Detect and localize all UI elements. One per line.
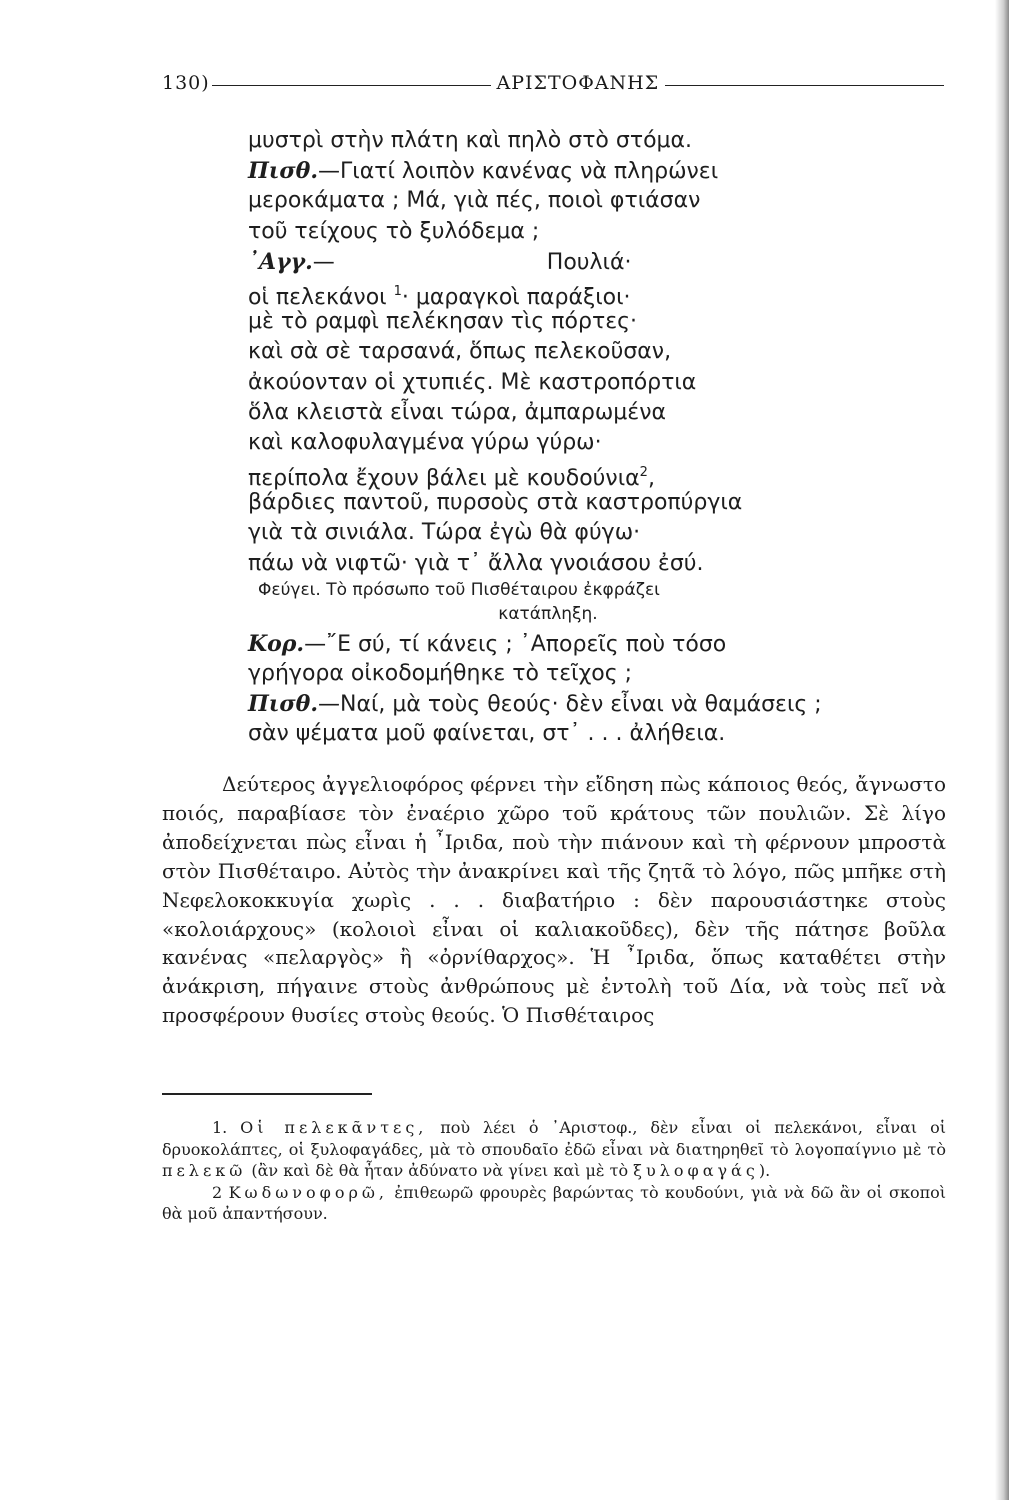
- header-rule-right: [665, 85, 944, 86]
- footnote-term: ξυλοφαγάς: [633, 1161, 759, 1181]
- verse-line: [248, 368, 968, 398]
- verse-text: Πουλιά·: [546, 249, 632, 275]
- verse-line: [248, 719, 968, 749]
- verse-text: ἀκούονταν οἱ χτυπιές. Μὲ καστροπόρτια: [248, 369, 697, 395]
- footnote-ref: 2: [639, 465, 648, 481]
- verse-line: [248, 156, 968, 186]
- verse-text: σὰν ψέματα μοῦ φαίνεται, στ᾿ . . . ἀλήθεια.: [248, 721, 726, 747]
- verse-text: ,: [647, 466, 655, 492]
- verse-text: —: [312, 249, 335, 275]
- verse-line: [248, 186, 968, 216]
- verse-text: —Ναί, μὰ τοὺς θεούς· δὲν εἶναι νὰ θαμάσεις ;: [318, 692, 822, 718]
- verse-line: [248, 629, 968, 659]
- footnote-term: πελεκῶ: [162, 1161, 247, 1181]
- footnotes: [162, 1117, 946, 1225]
- speaker-label: ᾿Αγγ.: [248, 248, 313, 275]
- stage-direction-line: Φεύγει. Τὸ πρόσωπο τοῦ Πισθέταιρου ἐκφράζει: [258, 579, 660, 600]
- verse-line: [248, 307, 968, 337]
- verse-text: πάω νὰ νιφτῶ· γιὰ τ᾿ ἄλλα γνοιάσου ἐσύ.: [248, 550, 704, 576]
- verse-text: —῎Ε σύ, τί κάνεις ; ᾿Απορεῖς ποὺ τόσο: [304, 631, 727, 657]
- speaker-label: Πισθ.: [248, 158, 318, 185]
- header-rule-left: [212, 85, 491, 86]
- footnote-text: (ἂν καὶ δὲ θὰ ἦταν ἀδύνατο νὰ γίνει καὶ μὲ τὸ: [246, 1161, 634, 1181]
- verse-text: · μαραγκοὶ παράξιοι·: [401, 284, 631, 310]
- verse-line: [248, 549, 968, 579]
- verse-text: μὲ τὸ ραμφὶ πελέκησαν τὶς πόρτες·: [248, 309, 637, 335]
- verse-text: γιὰ τὰ σινιάλα. Τώρα ἐγὼ θὰ φύγω·: [248, 520, 641, 546]
- page-number: 130): [162, 72, 210, 94]
- verse-line: [248, 458, 968, 492]
- verse-line: [248, 337, 968, 367]
- verse-text: καὶ καλοφυλαγμένα γύρω γύρω·: [248, 429, 602, 455]
- footnote-term: Κωδωνοφορῶ,: [228, 1182, 388, 1202]
- verse-text: βάρδιες παντοῦ, πυρσοὺς στὰ καστροπύργια: [248, 490, 743, 516]
- verse-line: [248, 659, 968, 689]
- page-edge-shadow: [995, 0, 1009, 1500]
- footnote-rule: [162, 1093, 372, 1095]
- verse-line: [248, 398, 968, 428]
- verse-text: καὶ σὰ σὲ ταρσανά, ὅπως πελεκοῦσαν,: [248, 339, 672, 365]
- footnote-number: 2: [212, 1182, 223, 1202]
- footnote-text: ).: [758, 1161, 771, 1181]
- verse-line: [248, 217, 968, 247]
- verse-text: οἱ πελεκάνοι: [248, 284, 387, 310]
- summary-paragraph: [162, 770, 946, 1030]
- verse-text: —Γιατί λοιπὸν κανένας νὰ πληρώνει: [318, 159, 719, 185]
- verse-line: [248, 689, 968, 719]
- footnote-1: [162, 1117, 946, 1182]
- stage-direction-line: κατάπληξη.: [498, 603, 598, 624]
- verse-block: [248, 126, 968, 750]
- speaker-label: Πισθ.: [248, 691, 318, 718]
- footnote-ref: 1: [393, 283, 402, 299]
- footnote-text: ποὺ λέει ὁ ᾿Αριστοφ., δὲν εἶναι οἱ πελεκάνοι, εἶναι οἱ δρυοκολάπτες, οἱ ξυλοφαγάδες, μὰ τὸ σπουδαῖο ἐδῶ εἶναι νὰ διατηρηθεῖ τὸ λογοπαίγνιο μὲ τὸ: [162, 1118, 946, 1159]
- footnote-term: Οἱ πελεκᾶντες,: [240, 1118, 428, 1137]
- verse-line: [248, 247, 968, 277]
- running-title: ΑΡΙΣΤΟΦΑΝΗΣ: [496, 72, 660, 94]
- verse-line: [248, 277, 968, 310]
- footnote-2: [162, 1182, 946, 1225]
- verse-text: ὅλα κλειστὰ εἶναι τώρα, ἀμπαρωμένα: [248, 399, 666, 425]
- verse-line: [248, 126, 968, 156]
- verse-text: τοῦ τείχους τὸ ξυλόδεμα ;: [248, 218, 540, 244]
- footnote-text: ἐπιθεωρῶ φρουρὲς βαρώντας τὸ κουδούνι, γιὰ νὰ δῶ ἂν οἱ σκοποὶ θὰ μοῦ ἀπαντήσουν.: [162, 1182, 946, 1224]
- running-header: [162, 66, 944, 100]
- verse-text: γρήγορα οἰκοδομήθηκε τὸ τεῖχος ;: [248, 661, 633, 686]
- verse-text: μεροκάματα ; Μά, γιὰ πές, ποιοὶ φτιάσαν: [248, 188, 701, 214]
- speaker-label: Κορ.: [248, 630, 305, 657]
- verse-line: [248, 518, 968, 548]
- verse-line: [248, 488, 968, 518]
- footnote-number: 1.: [212, 1118, 228, 1137]
- prose-text: Δεύτερος ἀγγελιοφόρος φέρνει τὴν εἴδηση πὼς κάποιος θεός, ἄγνωστο ποιός, παραβίασε τὸν ἐναέριο χῶρο τοῦ κράτους τῶν πουλιῶν. Σὲ λίγο ἀποδείχνεται πὼς εἶναι ἡ ῏Ιριδα, ποὺ τὴν πιάνουν καὶ τὴ φέρνουν μπροστὰ στὸν Πισθέταιρο. Αὐτὸς τὴν ἀνακρίνει καὶ τῆς ζητᾶ τὸ λόγο, πῶς μπῆκε στὴ Νεφελοκοκκυγία χωρὶς . . . διαβατήριο : δὲν παρουσιάστηκε στοὺς «κολοιάρχους» (κολοιοὶ εἶναι οἱ καλιακοῦδες), δὲν τῆς πάτησε βοῦλα κανένας «πελαργὸς» ἢ «ὀρνίθαρχος». Ἡ ῏Ιριδα, ὅπως καταθέτει στὴν ἀνάκριση, πήγαινε στοὺς ἀνθρώπους μὲ ἐντολὴ τοῦ Δία, νὰ τοὺς πεῖ νὰ προσφέρουν θυσίες στοὺς θεούς. Ὁ Πισθέταιρος: [162, 772, 946, 1028]
- verse-text: περίπολα ἔχουν βάλει μὲ κουδούνια: [248, 466, 640, 492]
- verse-text: μυστρὶ στὴν πλάτη καὶ πηλὸ στὸ στόμα.: [248, 128, 693, 153]
- verse-line: [248, 428, 968, 458]
